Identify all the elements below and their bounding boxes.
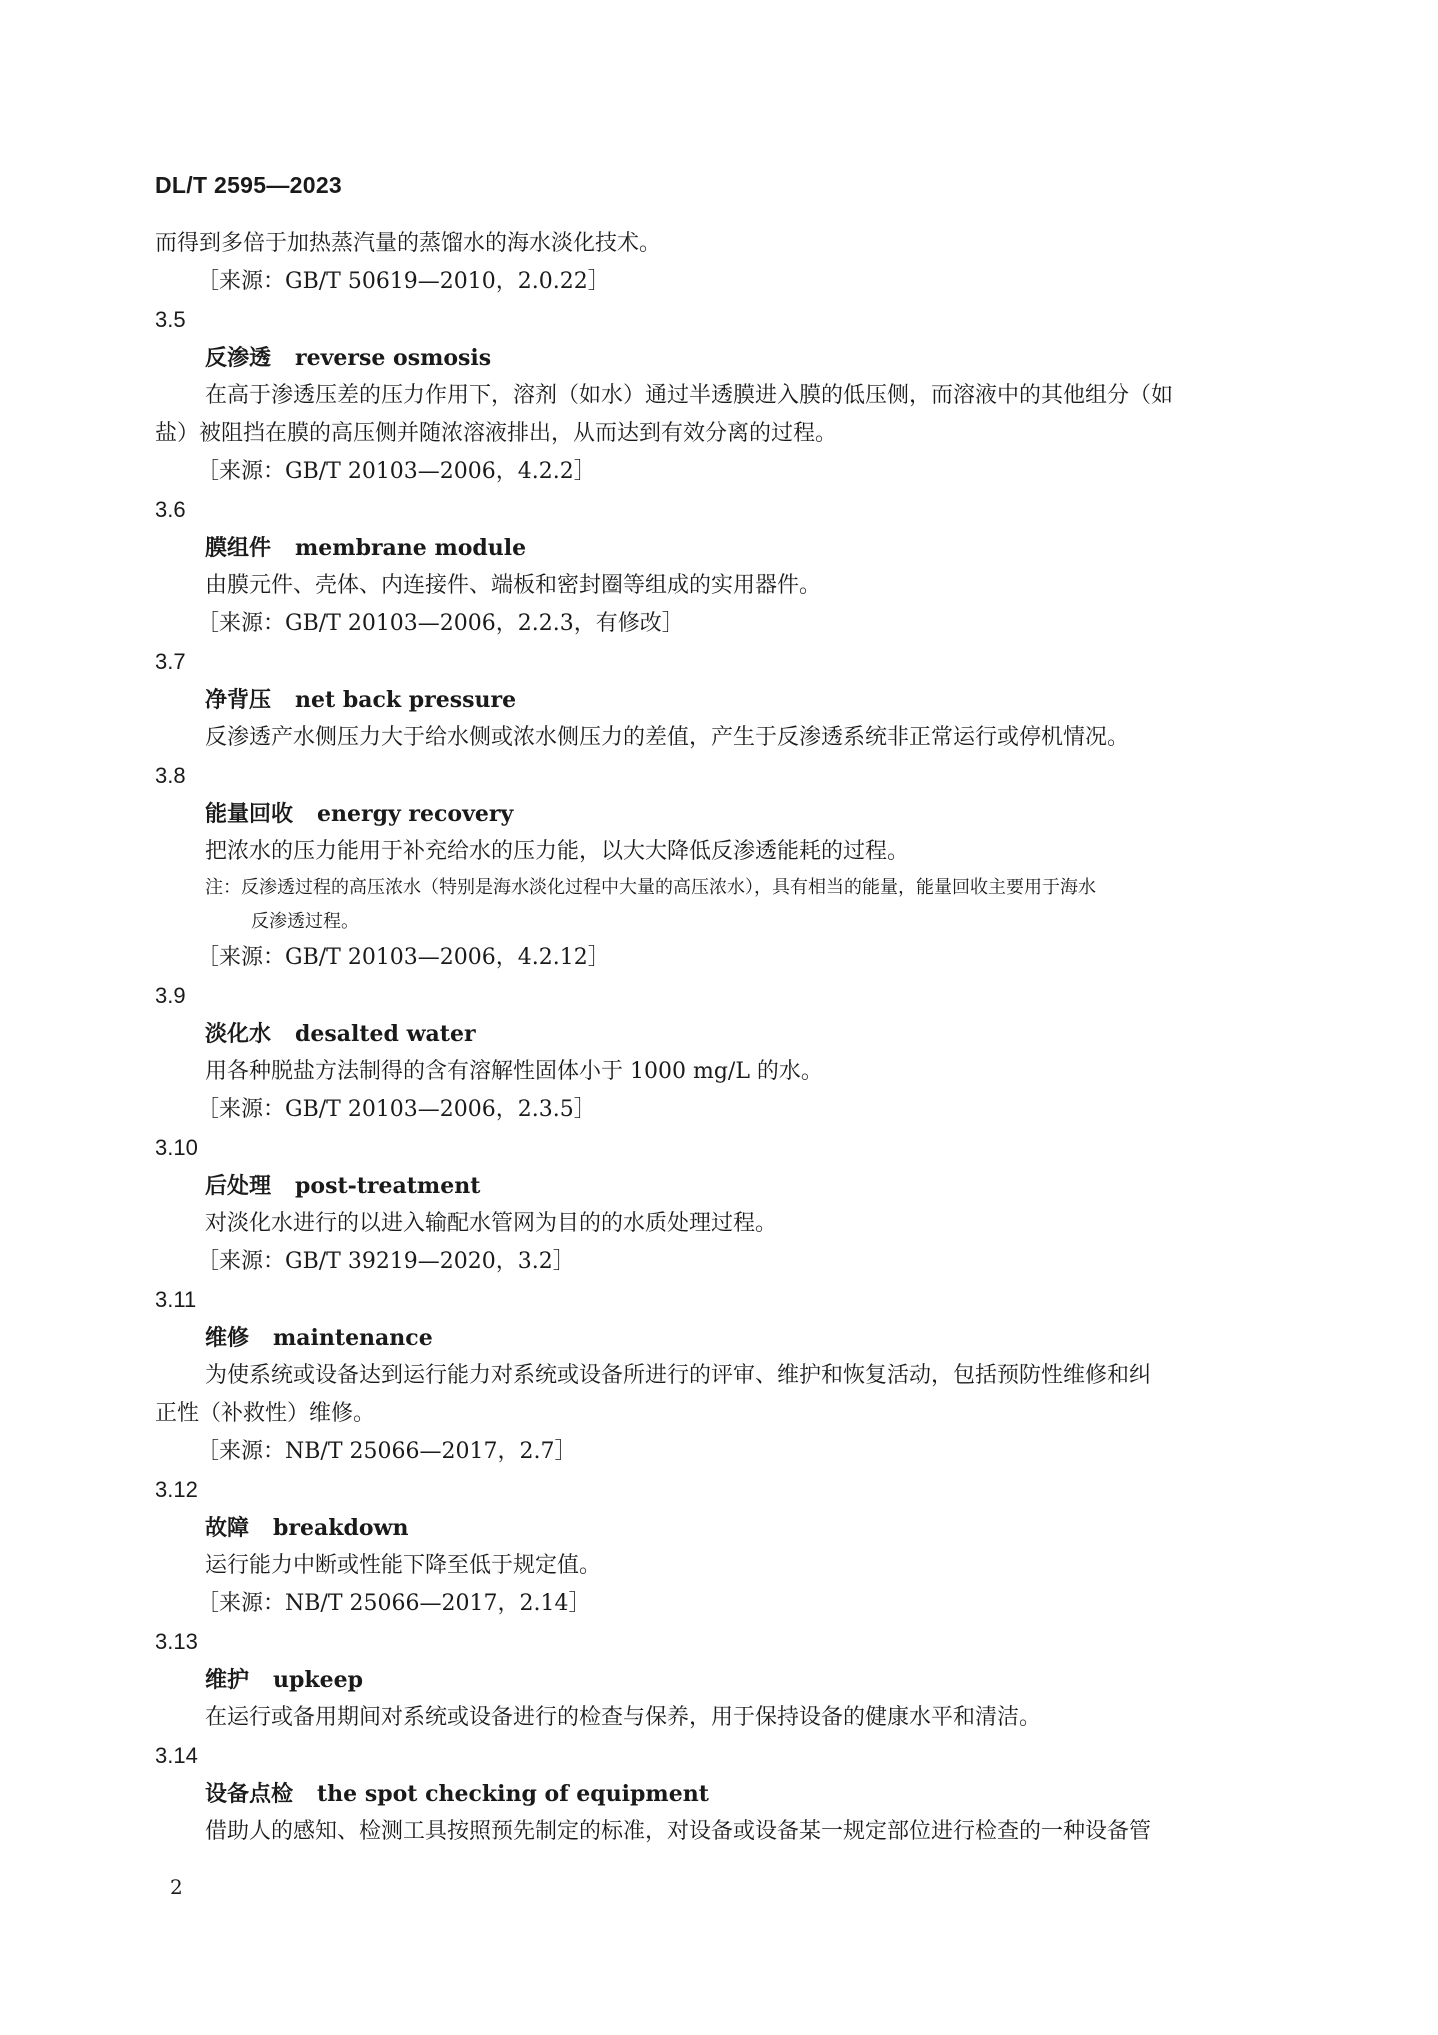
source-reference: ［来源：GB/T 50619—2010，2.0.22］ [197,269,610,294]
page-number: 2 [170,1875,183,1899]
source-reference: ［来源：NB/T 25066—2017，2.14］ [197,1591,591,1616]
term-heading [155,1661,1295,1699]
document-code-header: DL/T 2595—2023 [155,172,343,198]
term-entry [155,1623,1295,1737]
term-entry [155,1281,1295,1471]
term-en: net back pressure [295,687,517,713]
definition-line: 借助人的感知、检测工具按照预先制定的标准，对设备或设备某一规定部位进行检查的一种设备管 [205,1819,1152,1844]
note-line: 注：反渗透过程的高压浓水（特别是海水淡化过程中大量的高压浓水），具有相当的能量，能量回收主要用于海水 [205,877,1096,898]
term-number: 3.13 [155,1629,198,1654]
term-zh: 维护 [205,1667,250,1693]
term-number: 3.14 [155,1743,198,1768]
term-number: 3.12 [155,1477,198,1502]
term-entry [155,757,1295,977]
definition-line: 运行能力中断或性能下降至低于规定值。 [205,1553,602,1578]
term-en: desalted water [295,1021,476,1047]
term-en: energy recovery [317,801,514,827]
term-heading [155,1319,1295,1357]
term-heading [155,795,1295,833]
source-reference: ［来源：GB/T 39219—2020，3.2］ [197,1249,575,1274]
definition-line: 在高于渗透压差的压力作用下，溶剂（如水）通过半透膜进入膜的低压侧，而溶液中的其他组分（如 [205,383,1174,408]
term-number: 3.5 [155,307,186,332]
term-en: maintenance [273,1325,433,1351]
term-zh: 设备点检 [205,1781,294,1807]
term-entry [155,1737,1295,1851]
term-heading [155,1509,1295,1547]
term-heading [155,1167,1295,1205]
definition-line: 用各种脱盐方法制得的含有溶解性固体小于 1000 mg/L 的水。 [205,1059,823,1084]
term-zh: 反渗透 [205,345,272,371]
definition-line: 反渗透产水侧压力大于给水侧或浓水侧压力的差值，产生于反渗透系统非正常运行或停机情况。 [205,725,1130,750]
term-en: breakdown [273,1515,409,1541]
source-reference: ［来源：GB/T 20103—2006，2.2.3，有修改］ [197,611,684,636]
definition-line: 由膜元件、壳体、内连接件、端板和密封圈等组成的实用器件。 [205,573,822,598]
term-number: 3.7 [155,649,186,674]
note-line: 反渗透过程。 [251,911,359,932]
term-en: the spot checking of equipment [317,1781,709,1807]
definition-line: 把浓水的压力能用于补充给水的压力能，以大大降低反渗透能耗的过程。 [205,839,910,864]
term-zh: 净背压 [205,687,272,713]
term-heading [155,529,1295,567]
term-heading [155,339,1295,377]
term-heading [155,1775,1295,1813]
definition-line: 正性（补救性）维修。 [155,1401,376,1426]
term-en: membrane module [295,535,527,561]
term-zh: 维修 [205,1325,250,1351]
source-reference: ［来源：NB/T 25066—2017，2.7］ [197,1439,577,1464]
term-en: reverse osmosis [295,345,492,371]
term-entry [155,1129,1295,1281]
term-zh: 淡化水 [205,1021,272,1047]
definition-line: 在运行或备用期间对系统或设备进行的检查与保养，用于保持设备的健康水平和清洁。 [205,1705,1042,1730]
source-reference: ［来源：GB/T 20103—2006，4.2.12］ [197,945,610,970]
term-entry [155,301,1295,491]
term-entry [155,1471,1295,1623]
term-entry [155,643,1295,757]
term-entry [155,491,1295,643]
source-reference: ［来源：GB/T 20103—2006，4.2.2］ [197,459,596,484]
term-number: 3.10 [155,1135,198,1160]
term-en: upkeep [273,1667,364,1693]
term-zh: 能量回收 [205,801,294,827]
term-heading [155,681,1295,719]
terms-section [155,225,1295,1851]
term-zh: 膜组件 [205,535,272,561]
definition-line: 盐）被阻挡在膜的高压侧并随浓溶液排出，从而达到有效分离的过程。 [155,421,838,446]
term-number: 3.9 [155,983,186,1008]
term-en: post-treatment [295,1173,481,1199]
term-number: 3.8 [155,763,186,788]
term-zh: 故障 [205,1515,250,1541]
term-number: 3.11 [155,1287,197,1312]
source-reference: ［来源：GB/T 20103—2006，2.3.5］ [197,1097,596,1122]
term-heading [155,1015,1295,1053]
definition-line: 为使系统或设备达到运行能力对系统或设备所进行的评审、维护和恢复活动，包括预防性维修和纠 [205,1363,1152,1388]
definition-line: 对淡化水进行的以进入输配水管网为目的的水质处理过程。 [205,1211,778,1236]
term-number: 3.6 [155,497,186,522]
term-entry [155,977,1295,1129]
term-zh: 后处理 [205,1173,272,1199]
continuation-text: 而得到多倍于加热蒸汽量的蒸馏水的海水淡化技术。 [155,231,662,256]
